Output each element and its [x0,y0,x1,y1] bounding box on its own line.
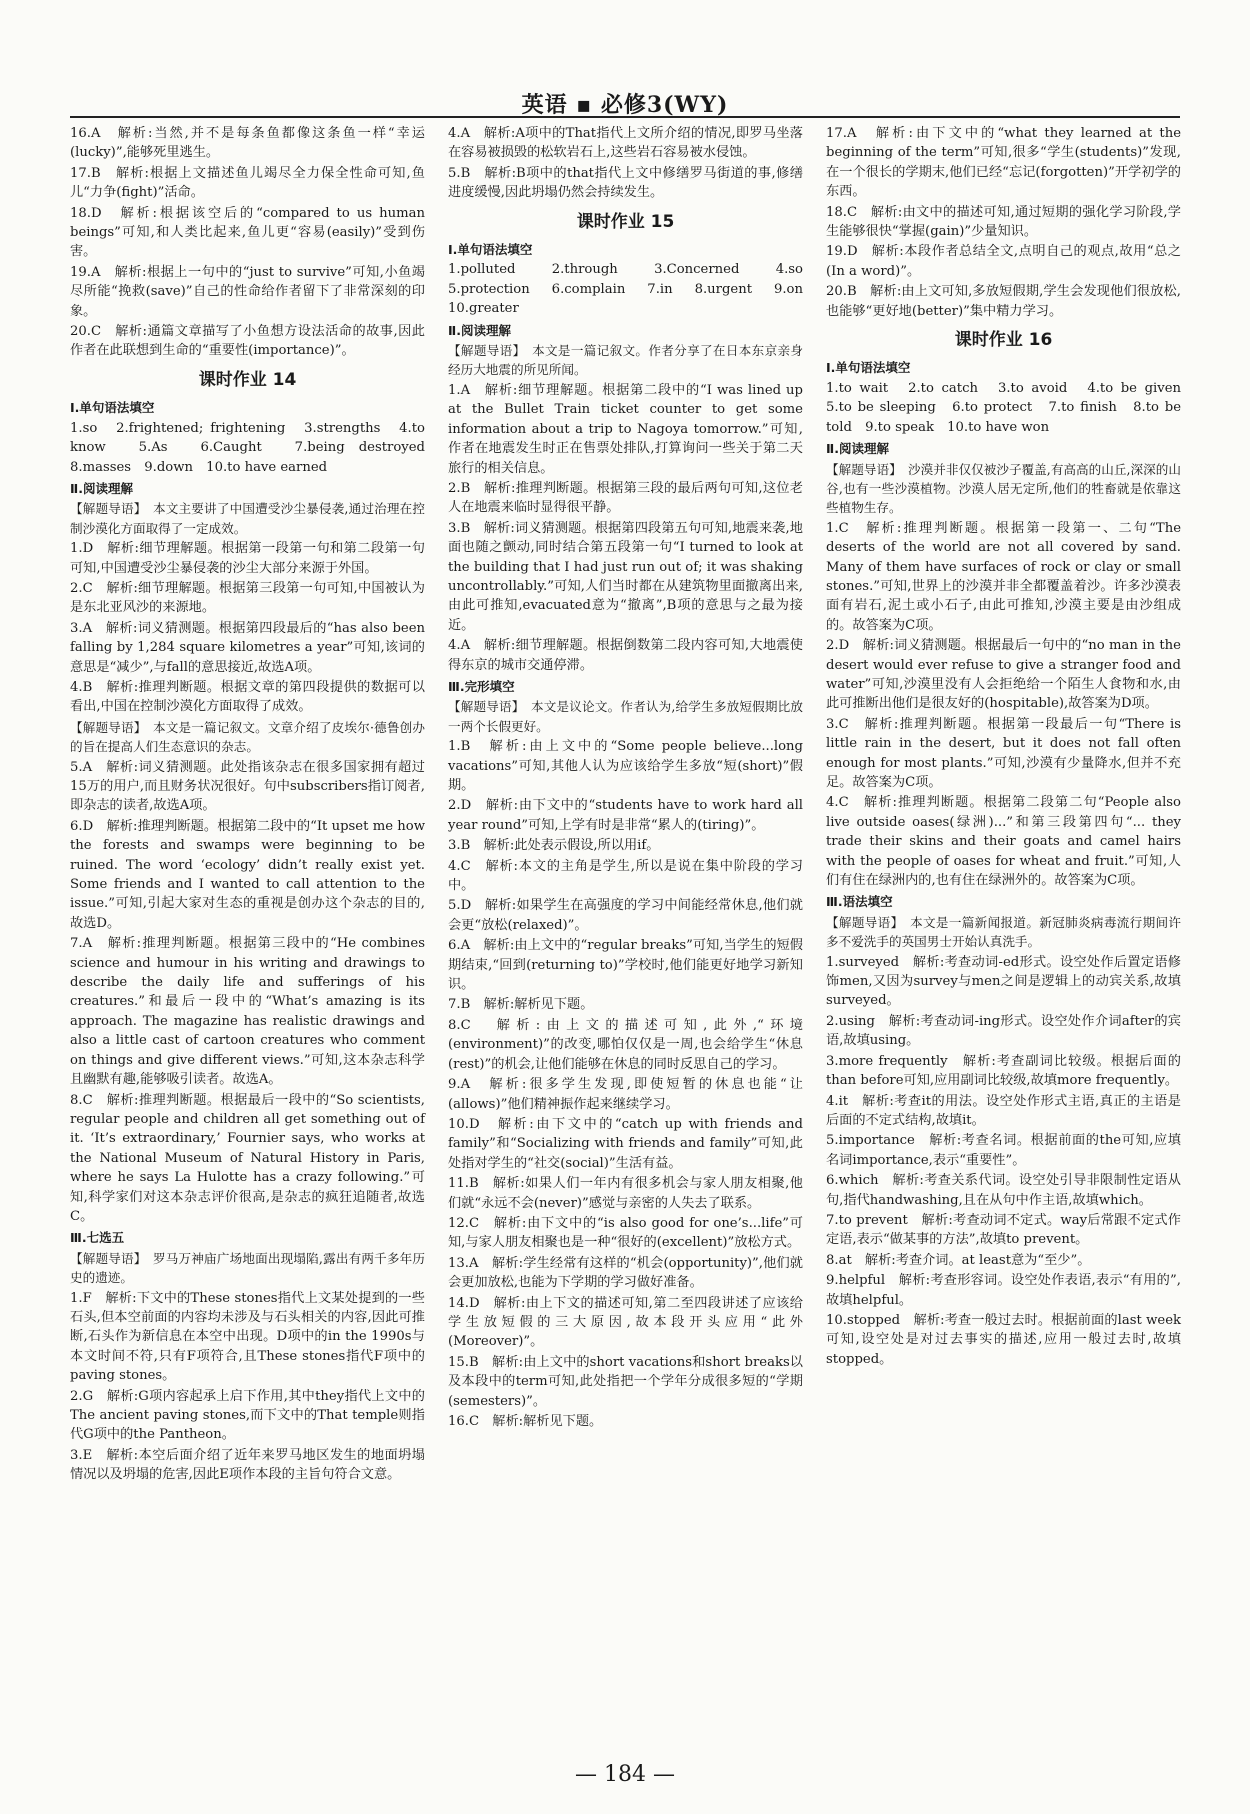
answer-column-2 [448,124,817,1734]
guide-note: 【解题导语】 本文是一篇新闻报道。新冠肺炎病毒流行期间许多不爱洗手的英国男士开始认真洗手。 [826,914,1181,950]
answer-entry: 17.B 解析:根据上文描述鱼儿竭尽全力保全性命可知,鱼儿“力争(fight)”活命。 [70,165,425,201]
section-heading: 课时作业 14 [198,369,297,390]
answer-entry: 3.C 解析:推理判断题。根据第一段最后一句“There is little rain in the desert, but it does not fall often enough for most plants.”可知,沙漠有少量降水,但并不充足。故答案为C项。 [826,716,1181,790]
answer-entry: 2.D 解析:词义猜测题。根据最后一句中的“no man in the desert would ever refuse to give a stranger food and water”可知,沙漠里没有人会拒绝给一个陌生人食物和水,由此可推断出他们是很友好的(hospitable),故答案为D项。 [826,638,1181,712]
answer-entry: 10.stopped 解析:考查一般过去时。根据前面的last week可知,设空处是对过去事实的描述,应用一般过去时,故填stopped。 [826,1312,1181,1367]
answer-entry: 11.B 解析:如果人们一年内有很多机会与家人朋友相聚,他们就“永远不会(never)”感觉与亲密的人失去了联系。 [448,1176,803,1211]
section-heading: 课时作业 16 [954,330,1053,351]
answer-entry: 5.A 解析:词义猜测题。此处指该杂志在很多国家拥有超过15万的用户,而且财务状况很好。句中subscribers指订阅者,即杂志的读者,故选A项。 [70,759,425,814]
answer-entry: 19.A 解析:根据上一句中的“just to survive”可知,小鱼竭尽所能“挽救(save)”自己的性命给作者留下了非常深刻的印象。 [70,264,425,319]
answer-entry: 2.G 解析:G项内容起承上启下作用,其中they指代上文中的The ancient paving stones,而下文中的That temple则指代G项中的the Pantheon。 [70,1388,425,1443]
guide-note: 【解题导语】 本文主要讲了中国遭受沙尘暴侵袭,通过治理在控制沙漠化方面取得了一定成效。 [70,501,425,536]
answer-entry: 18.C 解析:由文中的描述可知,通过短期的强化学习阶段,学生能够很快“掌握(gain)”少量知识。 [826,204,1181,240]
answer-entry: 20.C 解析:通篇文章描写了小鱼想方设法活命的故事,因此作者在此联想到生命的“重要性(importance)”。 [70,324,425,359]
page-header [0,0,1250,118]
answer-entry: 5.D 解析:如果学生在高强度的学习中间能经常休息,他们就会更“放松(relaxed)”。 [448,898,803,933]
answer-entry: 4.it 解析:考查it的用法。设空处作形式主语,真正的主语是后面的不定式结构,故填it。 [826,1093,1181,1128]
answer-entry: 8.C 解析:由上文的描述可知,此外,“环境(environment)”的改变,哪怕仅仅是一周,也会给学生“休息(rest)”的机会,让他们能够在休息的同时反思自己的学习。 [448,1017,803,1072]
answer-entry: 16.A 解析:当然,并不是每条鱼都像这条鱼一样“幸运(lucky)”,能够死里逃生。 [70,126,425,161]
answer-entry: 2.using 解析:考查动词-ing形式。设空处作介词after的宾语,故填using。 [826,1013,1181,1049]
answer-entry: 1.surveyed 解析:考查动词-ed形式。设空处作后置定语修饰men,又因为survey与men之间是逻辑上的动宾关系,故填surveyed。 [826,954,1181,1009]
answer-entry: 15.B 解析:由上文中的short vacations和short breaks以及本段中的term可知,此处指把一个学年分成很多短的“学期(semesters)”。 [448,1354,803,1409]
answer-entry: 13.A 解析:学生经常有这样的“机会(opportunity)”,他们就会更加放松,也能为下学期的学习做好准备。 [448,1255,803,1291]
subsection-heading: Ⅰ.单句语法填空 [70,400,155,416]
answer-entry: 1.polluted 2.through 3.Concerned 4.so 5.protection 6.complain 7.in 8.urgent 9.on 10.greater [448,262,817,317]
answer-entry: 4.C 解析:本文的主角是学生,所以是说在集中阶段的学习中。 [448,858,803,894]
answer-entry: 1.A 解析:细节理解题。根据第二段中的“I was lined up at the Bullet Train ticket counter to get some information about a trip to Nagoya tomorrow.”可知,作者在地震发生时正在售票处排队,打算询问一些关于第二天旅行的相关信息。 [448,382,803,476]
answer-entry: 20.B 解析:由上文可知,多放短假期,学生会发现他们很放松,也能够“更好地(better)”集中精力学习。 [826,284,1181,319]
answer-entry: 5.importance 解析:考查名词。根据前面的the可知,应填名词importance,表示“重要性”。 [826,1133,1181,1168]
subsection-heading: Ⅰ.单句语法填空 [448,242,533,258]
answer-entry: 14.D 解析:由上下文的描述可知,第二至四段讲述了应该给学生放短假的三大原因,故本段开头应用“此外(Moreover)”。 [448,1295,803,1350]
subsection-heading: Ⅱ.阅读理解 [70,480,133,496]
answer-entry: 1.B 解析:由上文中的“Some people believe...long vacations”可知,其他人认为应该给学生多放“短(short)”假期。 [448,739,803,793]
answer-entry: 1.to wait 2.to catch 3.to avoid 4.to be given 5.to be sleeping 6.to protect 7.to finish 8.to be told 9.to speak 10.to have won [826,380,1195,435]
answer-entry: 7.to prevent 解析:考查动词不定式。way后常跟不定式作定语,表示“做某事的方法”,故填to prevent。 [826,1212,1181,1248]
answer-entry: 10.D 解析:由下文中的“catch up with friends and family”和“Socializing with friends and family”可知,此处指对学生的“社交(social)”生活有益。 [448,1116,803,1171]
answer-entry: 8.C 解析:推理判断题。根据最后一段中的“So scientists, regular people and children all get something out of it. ‘It’s extraordinary,’ Fournier says, who works at the National Museum of Natural History in Paris, where he says La Hulotte has a crazy following.”可知,科学家们对这本杂志评价很高,是杂志的疯狂追随者,故选C。 [70,1092,425,1224]
answer-entry: 6.A 解析:由上文中的“regular breaks”可知,当学生的短假期结束,“回到(returning to)”学校时,他们能更好地学习新知识。 [448,938,803,993]
page-title: 英语 ▪ 必修3(WY) [521,92,729,118]
subsection-heading: Ⅲ.完形填空 [448,678,515,694]
answer-entry: 9.helpful 解析:考查形容词。设空处作表语,表示“有用的”,故填helpful。 [826,1273,1181,1308]
subsection-heading: Ⅱ.阅读理解 [826,441,889,457]
subsection-heading: Ⅲ.语法填空 [826,894,893,910]
answer-entry: 7.A 解析:推理判断题。根据第三段中的“He combines science and humour in his writing and drawings to describe the daily life and sufferings of his creatures.”和最后一段中的“What’s amazing is its approach. The magazine has realistic drawings and also a little cast of cartoon creatures who comment on things and give different views.”可知,这本杂志科学且幽默有趣,能够吸引读者。故选A。 [70,936,425,1088]
answer-entry: 1.F 解析:下文中的These stones指代上文某处提到的一些石头,但本空前面的内容均未涉及与石头相关的内容,因此可推断,石头作为新信息在本空中出现。D项中的in the 1990s与本文时间不符,只有F项符合,且These stones指代F项中的paving stones。 [70,1290,425,1384]
guide-note: 【解题导语】 本文是议论文。作者认为,给学生多放短假期比放一两个长假更好。 [448,699,803,734]
answer-entry: 2.D 解析:由下文中的“students have to work hard all year round”可知,上学有时是非常“累人的(tiring)”。 [448,798,803,833]
section-heading: 课时作业 15 [576,211,675,232]
answer-entry: 1.so 2.frightened; frightening 3.strengths 4.to know 5.As 6.Caught 7.being destroyed 8.masses 9.down 10.to have earned [70,420,439,475]
answer-entry: 3.A 解析:词义猜测题。根据第四段最后的“has also been falling by 1,284 square kilometres a year”可知,该词的意思是“减少”,与fall的意思接近,故选A项。 [70,620,425,675]
subsection-heading: Ⅱ.阅读理解 [448,322,511,338]
answer-entry: 2.C 解析:细节理解题。根据第三段第一句可知,中国被认为是东北亚风沙的来源地。 [70,580,425,616]
answer-entry: 9.A 解析:很多学生发现,即使短暂的休息也能“让(allows)”他们精神振作起来继续学习。 [448,1077,803,1112]
answer-entry: 3.B 解析:词义猜测题。根据第四段第五句可知,地震来袭,地面也随之颤动,同时结合第五段第一句“I turned to look at the building that I had just run out of; it was shaking uncontrollably.”可知,人们当时都在从建筑物里面撤离出来,由此可推知,evacuated意为“撤离”,B项的意思与之最为接近。 [448,520,803,633]
answer-entry: 5.B 解析:B项中的that指代上文中修缮罗马街道的事,修缮进度缓慢,因此坍塌仍然会持续发生。 [448,165,803,201]
answer-column-3 [826,124,1195,1734]
answer-entry: 2.B 解析:推理判断题。根据第三段的最后两句可知,这位老人在地震来临时显得很平静。 [448,480,803,516]
answer-entry: 16.C 解析:解析见下题。 [448,1414,603,1429]
guide-note: 【解题导语】 罗马万神庙广场地面出现塌陷,露出有两千多年历史的遗迹。 [70,1250,425,1286]
answer-entry: 7.B 解析:解析见下题。 [448,997,594,1013]
answer-entry: 4.B 解析:推理判断题。根据文章的第四段提供的数据可以看出,中国在控制沙漠化方面取得了成效。 [70,679,425,715]
answer-entry: 6.D 解析:推理判断题。根据第二段中的“It upset me how the forests and swamps were beginning to be ruined. The word ‘ecology’ didn’t really exist yet. Some friends and I wanted to call attention to the issue.”可知,引起大家对生态的重视是创办这个杂志的目的,故选D。 [70,818,425,931]
answer-entry: 1.D 解析:细节理解题。根据第一段第一句和第二段第一句可知,中国遭受沙尘暴侵袭的沙尘大部分来源于外国。 [70,541,425,576]
answer-column-1 [70,124,439,1734]
answer-entry: 3.more frequently 解析:考查副词比较级。根据后面的than before可知,应用副词比较级,故填more frequently。 [826,1053,1181,1089]
answer-entry: 8.at 解析:考查介词。at least意为“至少”。 [826,1252,1091,1268]
answer-entry: 3.B 解析:此处表示假设,所以用if。 [448,838,660,854]
answer-entry: 4.A 解析:A项中的That指代上文所介绍的情况,即罗马坐落在容易被损毁的松软岩石上,这些岩石容易被水侵蚀。 [448,126,803,161]
page-number: — 184 — [575,1762,675,1787]
guide-note: 【解题导语】 本文是一篇记叙文。作者分享了在日本东京亲身经历大地震的所见所闻。 [448,343,803,378]
answer-entry: 3.E 解析:本空后面介绍了近年来罗马地区发生的地面坍塌情况以及坍塌的危害,因此E项作本段的主旨句符合文意。 [70,1447,425,1483]
guide-note: 【解题导语】 沙漠并非仅仅被沙子覆盖,有高高的山丘,深深的山谷,也有一些沙漠植物。沙漠人居无定所,他们的牲畜就是依靠这些植物生存。 [826,461,1181,516]
answer-entry: 17.A 解析:由下文中的“what they learned at the beginning of the term”可知,很多“学生(students)”发现,在一个很长的学期末,他们已经“忘记(forgotten)”开学初学的东西。 [826,126,1181,200]
answer-entry: 4.C 解析:推理判断题。根据第二段第二句“People also live outside oases(绿洲)...”和第三段第四句“... they trade their skins and their goats and camel hairs with the people of oases for wheat and fruit.”可知,人们有住在绿洲内的,也有住在绿洲外的。故答案为C项。 [826,795,1181,889]
answer-entry: 1.C 解析:推理判断题。根据第一段第一、二句“The deserts of the world are not all covered by sand. Many of them have surfaces of rock or clay or small stones.”可知,世界上的沙漠并非全都覆盖着沙。许多沙漠表面有岩石,泥土或小石子,由此可推知,沙漠主要是由沙组成的。故答案为C项。 [826,520,1181,633]
answer-entry: 4.A 解析:细节理解题。根据倒数第二段内容可知,大地震使得东京的城市交通停滞。 [448,638,803,673]
answer-entry: 6.which 解析:考查关系代词。设空处引导非限制性定语从句,指代handwashing,且在从句中作主语,故填which。 [826,1173,1181,1208]
answer-entry: 18.D 解析:根据该空后的“compared to us human beings”可知,和人类比起来,鱼儿更“容易(easily)”受到伤害。 [70,205,425,260]
guide-note: 【解题导语】 本文是一篇记叙文。文章介绍了皮埃尔·德鲁创办的旨在提高人们生态意识的杂志。 [70,719,425,755]
subsection-heading: Ⅰ.单句语法填空 [826,360,911,376]
subsection-heading: Ⅲ.七选五 [70,1230,125,1246]
answer-entry: 19.D 解析:本段作者总结全文,点明自己的观点,故用“总之(In a word)”。 [826,244,1181,279]
answer-entry: 12.C 解析:由下文中的“is also good for one’s...life”可知,与家人朋友相聚也是一种“很好的(excellent)”放松方式。 [448,1215,803,1251]
header-rule [70,116,1180,118]
